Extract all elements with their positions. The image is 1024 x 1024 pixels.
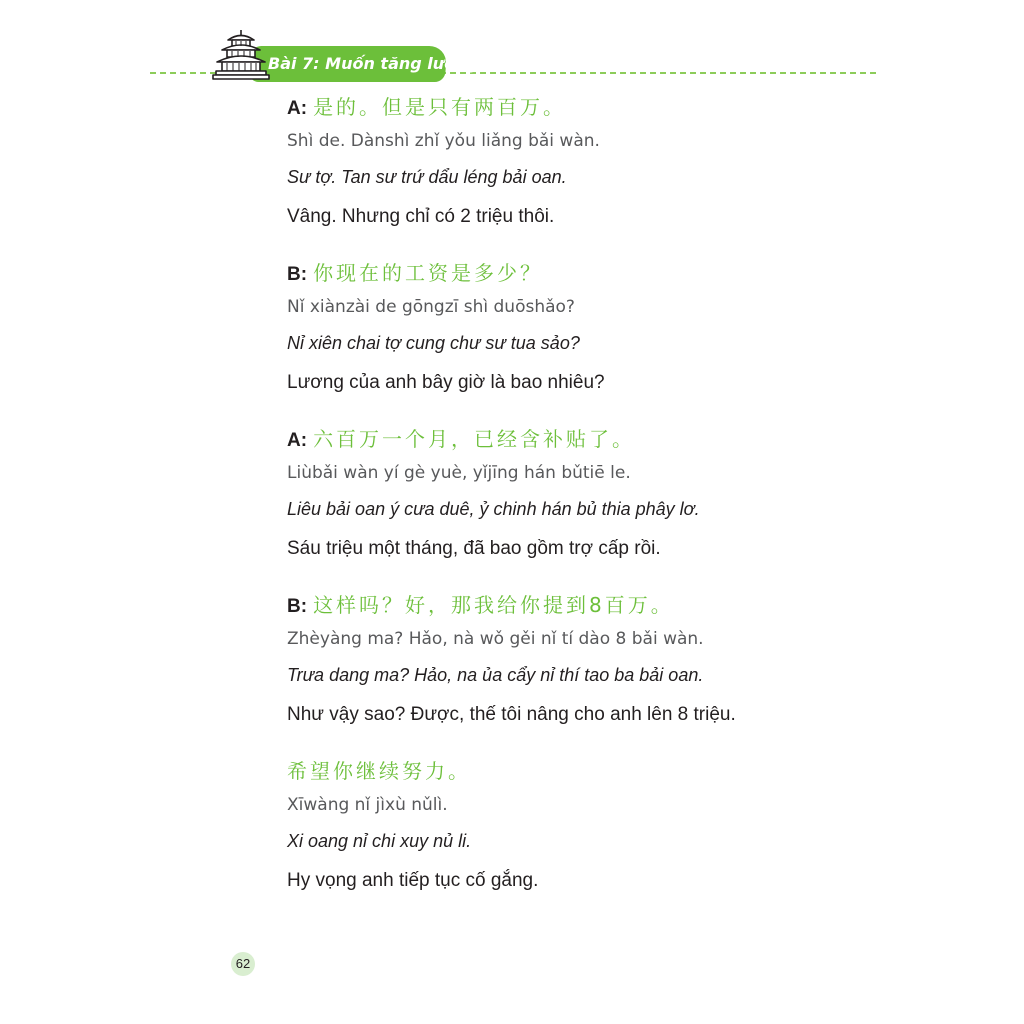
lesson-header: [150, 28, 880, 88]
vietnamese-translation: Sáu triệu một tháng, đã bao gồm trợ cấp rồi.: [287, 538, 661, 559]
vietnamese-pronunciation: Sư tợ. Tan sư trứ dẩu léng bải oan.: [287, 167, 567, 187]
hanzi-text: 六百万一个月，已经含补贴了。: [313, 427, 636, 451]
hanzi-text: 这样吗？好，那我给你提到8百万。: [313, 593, 674, 617]
hanzi-text: 是的。但是只有两百万。: [313, 95, 567, 119]
dialogue-entry: [287, 424, 887, 562]
vietnamese-translation: Hy vọng anh tiếp tục cố gắng.: [287, 870, 539, 891]
vietnamese-pronunciation: Trưa dang ma? Hảo, na ủa cẩy nỉ thí tao ba bải oan.: [287, 665, 704, 685]
speaker-label: B:: [287, 264, 308, 285]
dialogue-entry: [287, 756, 887, 894]
page-number: 62: [231, 952, 255, 976]
pinyin-text: Xīwàng nǐ jìxù nǔlì.: [287, 795, 448, 815]
speaker-label: B:: [287, 596, 308, 617]
pagoda-icon: [212, 28, 270, 84]
dialogue-entry: [287, 590, 887, 728]
pinyin-text: Shì de. Dànshì zhǐ yǒu liǎng bǎi wàn.: [287, 131, 600, 151]
vietnamese-translation: Như vậy sao? Được, thế tôi nâng cho anh lên 8 triệu.: [287, 704, 736, 725]
vietnamese-pronunciation: Liêu bải oan ý cưa duê, ỷ chinh hán bủ thia phây lơ.: [287, 499, 700, 519]
chinese-line: [287, 756, 887, 786]
hanzi-text: 你现在的工资是多少？: [313, 261, 544, 285]
chinese-line: [287, 424, 887, 454]
dialogue-entry: [287, 258, 887, 396]
pinyin-text: Zhèyàng ma? Hǎo, nà wǒ gěi nǐ tí dào 8 bǎi wàn.: [287, 629, 704, 649]
lesson-title: Bài 7: Muốn tăng lương: [268, 54, 478, 73]
vietnamese-translation: Vâng. Nhưng chỉ có 2 triệu thôi.: [287, 206, 555, 227]
dialogue-entry: [287, 92, 887, 230]
pinyin-text: Nǐ xiànzài de gōngzī shì duōshǎo?: [287, 297, 575, 317]
chinese-line: [287, 92, 887, 122]
hanzi-text: 希望你继续努力。: [287, 759, 471, 783]
vietnamese-translation: Lương của anh bây giờ là bao nhiêu?: [287, 372, 605, 393]
dialogue: [287, 92, 887, 922]
vietnamese-pronunciation: Nỉ xiên chai tợ cung chư sư tua sảo?: [287, 333, 580, 353]
speaker-label: A:: [287, 430, 308, 451]
vietnamese-pronunciation: Xi oang nỉ chi xuy nủ li.: [287, 831, 472, 851]
speaker-label: A:: [287, 98, 308, 119]
chinese-line: [287, 590, 887, 620]
pinyin-text: Liùbǎi wàn yí gè yuè, yǐjīng hán bǔtiē le.: [287, 463, 631, 483]
chinese-line: [287, 258, 887, 288]
